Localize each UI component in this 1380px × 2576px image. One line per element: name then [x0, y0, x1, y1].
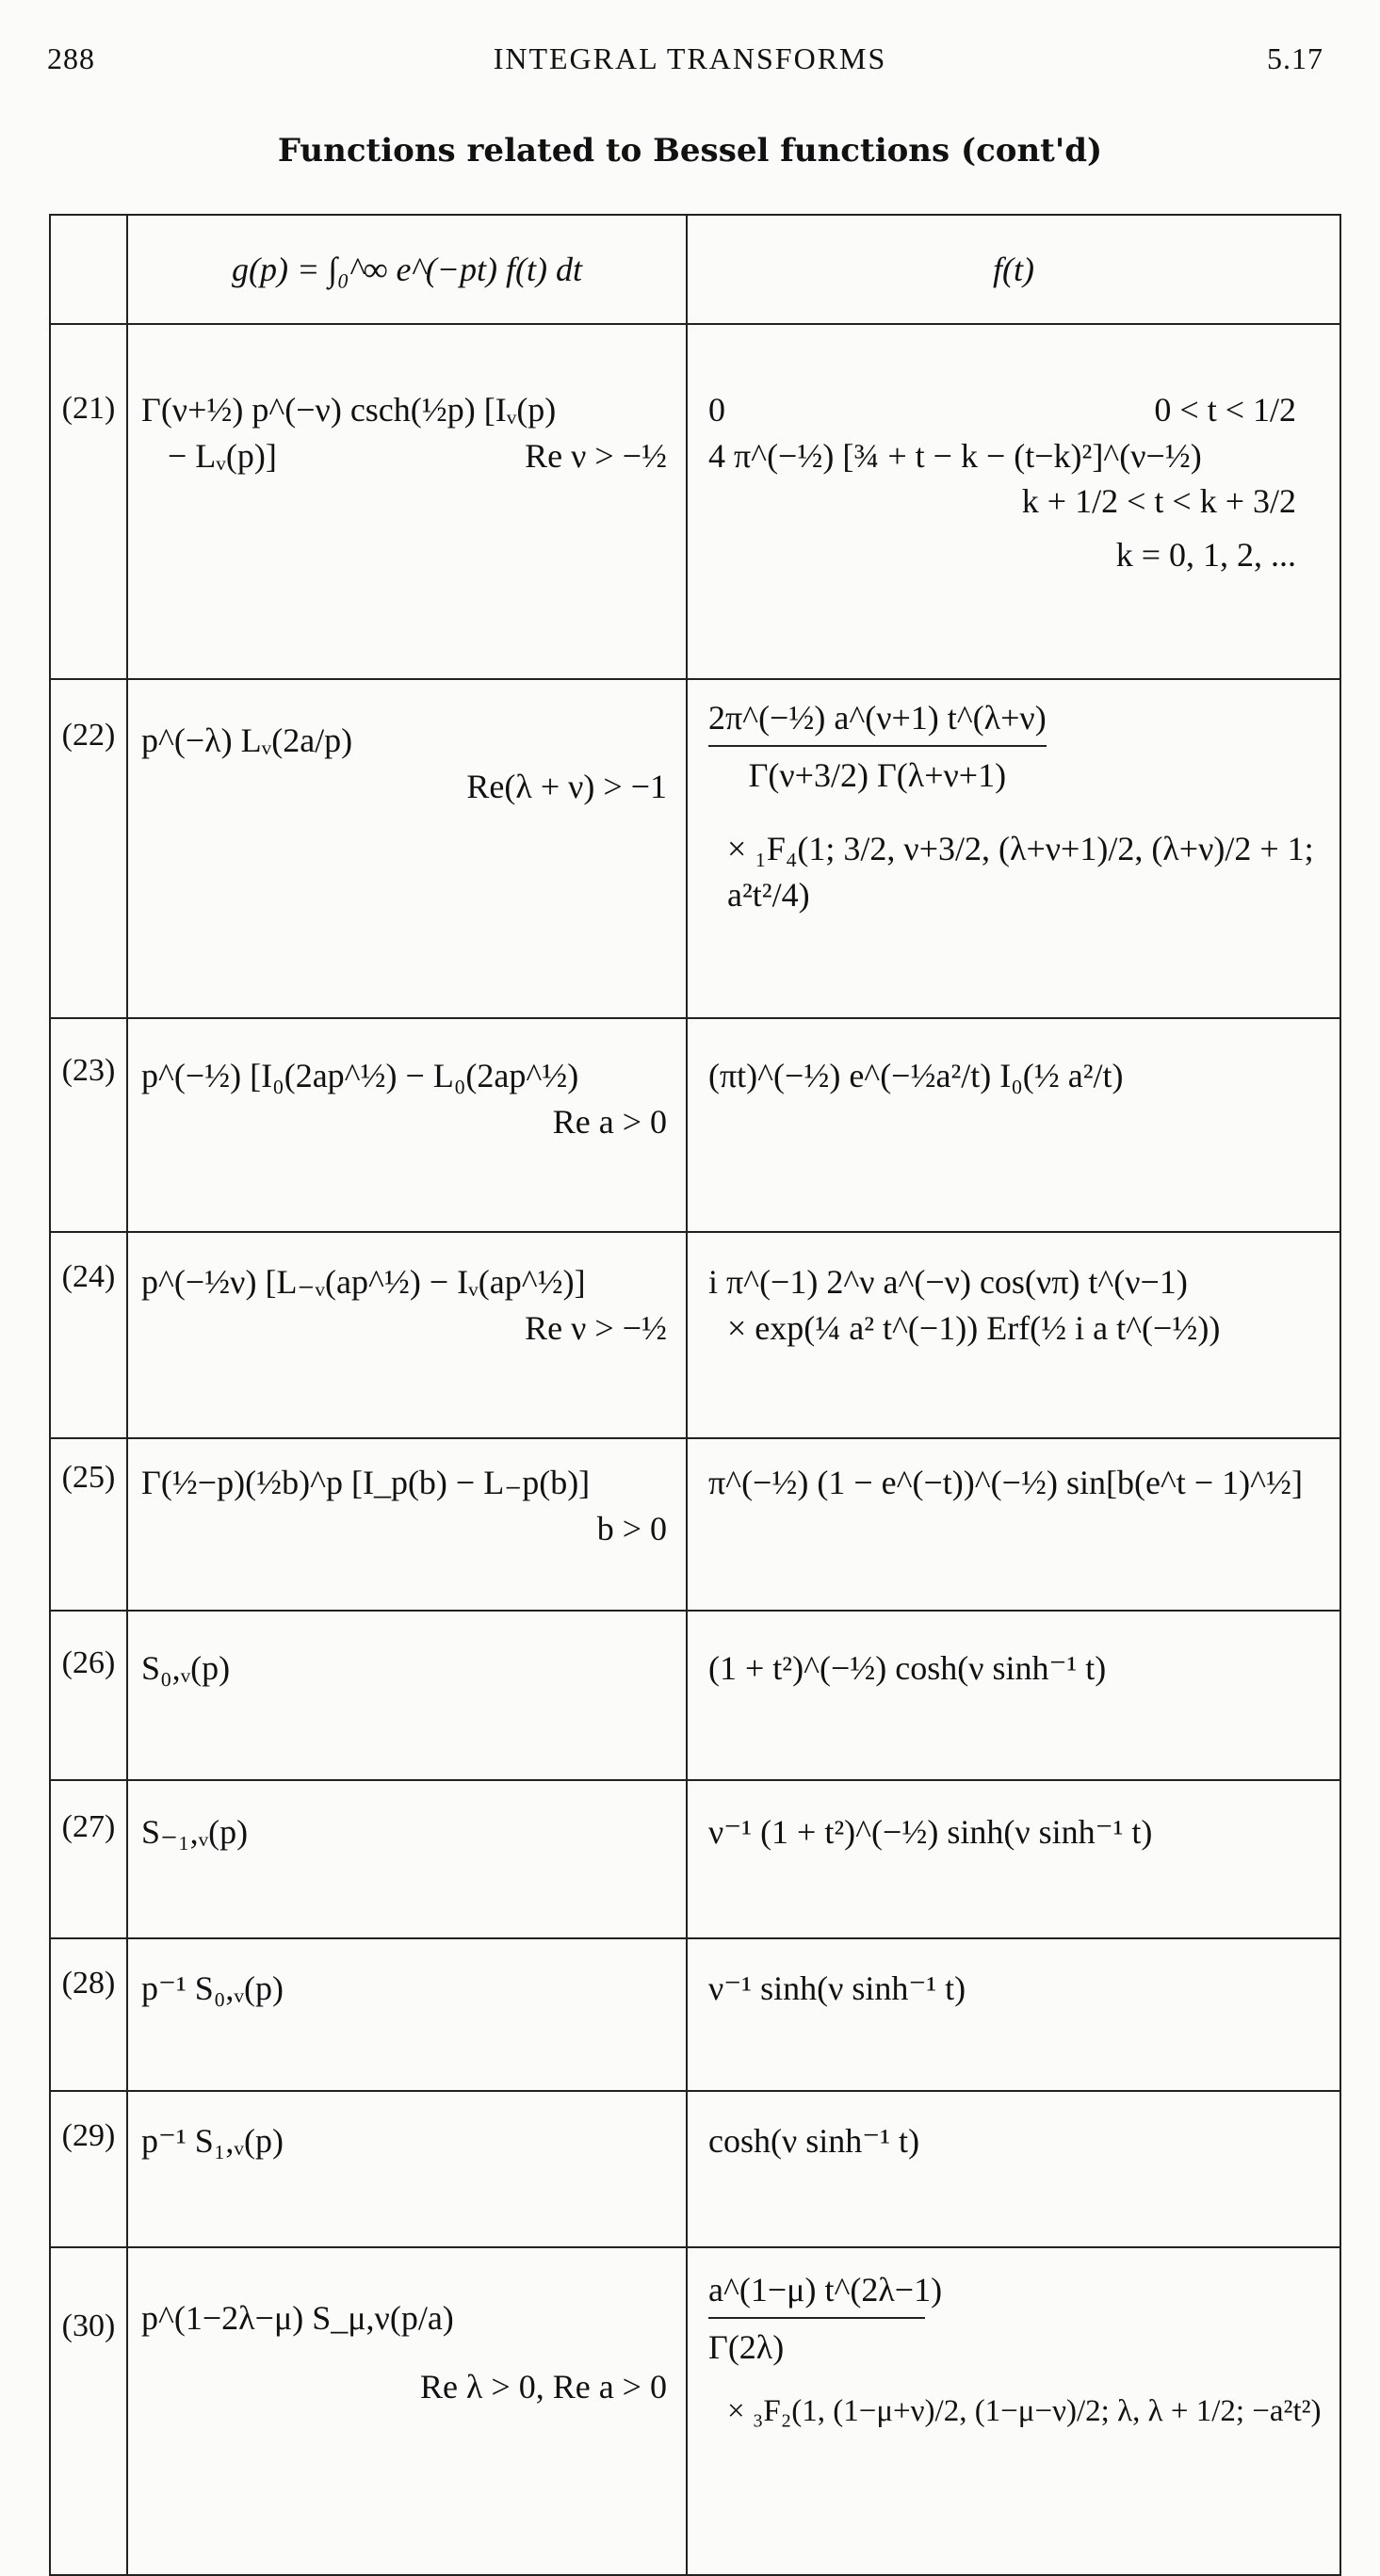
g-condition: Re ν > −½	[525, 437, 667, 476]
g-cell	[127, 1611, 687, 1780]
g-line: p^(−½) [I₀(2ap^½) − L₀(2ap^½)	[141, 1057, 579, 1094]
f-line: i π^(−1) 2^ν a^(−ν) cos(νπ) t^(ν−1)	[708, 1263, 1188, 1301]
f-line: × ₁F₄(1; 3/2, ν+3/2, (λ+ν+1)/2, (λ+ν)/2 + 1; a²t²/4)	[727, 830, 1314, 914]
entry-number: (30)	[50, 2247, 127, 2575]
g-line: − Lᵥ(p)]	[168, 436, 277, 475]
table-row	[50, 2247, 1340, 2575]
transform-table	[49, 214, 1341, 2576]
g-cell	[127, 2091, 687, 2247]
f-range: k = 0, 1, 2, ...	[1115, 535, 1296, 574]
f-cell	[687, 1232, 1340, 1438]
entry-number: (26)	[50, 1611, 127, 1780]
g-condition: Re a > 0	[552, 1102, 667, 1141]
f-value: 0	[708, 391, 725, 429]
g-line: p⁻¹ S₀,ᵥ(p)	[141, 1969, 284, 2007]
g-line: Γ(½−p)(½b)^p [I_p(b) − L₋p(b)]	[141, 1464, 591, 1501]
f-line: (1 + t²)^(−½) cosh(ν sinh⁻¹ t)	[708, 1649, 1107, 1687]
g-cell	[127, 324, 687, 679]
f-line: ν⁻¹ (1 + t²)^(−½) sinh(ν sinh⁻¹ t)	[708, 1813, 1153, 1851]
entry-number: (22)	[50, 679, 127, 1018]
g-cell	[127, 1780, 687, 1938]
f-cell	[687, 1938, 1340, 2091]
f-cell	[687, 2091, 1340, 2247]
f-line: × exp(¼ a² t^(−1)) Erf(½ i a t^(−½))	[727, 1308, 1221, 1347]
entry-number: (24)	[50, 1232, 127, 1438]
f-range: k + 1/2 < t < k + 3/2	[1021, 482, 1296, 521]
f-line: (πt)^(−½) e^(−½a²/t) I₀(½ a²/t)	[708, 1057, 1124, 1094]
g-line: p^(−λ) Lᵥ(2a/p)	[141, 721, 353, 759]
running-title: INTEGRAL TRANSFORMS	[493, 41, 887, 75]
g-cell	[127, 2247, 687, 2575]
table-row	[50, 1438, 1340, 1611]
table-row	[50, 324, 1340, 679]
g-line: p^(1−2λ−μ) S_μ,ν(p/a)	[141, 2299, 454, 2337]
f-line: cosh(ν sinh⁻¹ t)	[708, 2122, 920, 2160]
entry-number: (29)	[50, 2091, 127, 2247]
f-numerator: 2π^(−½) a^(ν+1) t^(λ+ν)	[708, 699, 1047, 737]
f-fraction	[708, 2267, 942, 2370]
f-cell	[687, 1780, 1340, 1938]
entry-number: (28)	[50, 1938, 127, 2091]
f-line: × ₃F₂(1, (1−μ+ν)/2, (1−μ−ν)/2; λ, λ + 1/2; −a²t²)	[727, 2394, 1322, 2429]
table-header-row	[50, 215, 1340, 324]
f-denominator: Γ(ν+3/2) Γ(λ+ν+1)	[748, 755, 1007, 794]
f-cell	[687, 679, 1340, 1018]
entry-number: (27)	[50, 1780, 127, 1938]
f-line: π^(−½) (1 − e^(−t))^(−½) sin[b(e^t − 1)^½]	[708, 1464, 1303, 1501]
f-cell	[687, 2247, 1340, 2575]
table-row	[50, 1780, 1340, 1938]
g-cell	[127, 679, 687, 1018]
g-line: p⁻¹ S₁,ᵥ(p)	[141, 2122, 284, 2160]
table-row	[50, 1018, 1340, 1232]
entry-number: (25)	[50, 1438, 127, 1611]
f-line-piece	[708, 387, 1324, 433]
g-condition: Re λ > 0, Re a > 0	[419, 2367, 667, 2406]
g-cell	[127, 1018, 687, 1232]
f-line: 4 π^(−½) [¾ + t − k − (t−k)²]^(ν−½)	[708, 436, 1202, 475]
g-cell	[127, 1232, 687, 1438]
table-row	[50, 2091, 1340, 2247]
f-line: ν⁻¹ sinh(ν sinh⁻¹ t)	[708, 1969, 966, 2007]
g-line: Γ(ν+½) p^(−ν) csch(½p) [Iᵥ(p)	[141, 391, 557, 429]
f-numerator: a^(1−μ) t^(2λ−1)	[708, 2271, 943, 2309]
header-index	[50, 215, 127, 324]
header-f: f(t)	[687, 215, 1340, 324]
table-subtitle: Functions related to Bessel functions (cont'd)	[277, 132, 1103, 170]
f-denominator: Γ(2λ)	[708, 2327, 785, 2366]
g-line: p^(−½ν) [L₋ᵥ(ap^½) − Iᵥ(ap^½)]	[141, 1263, 586, 1301]
g-line: S₋₁,ᵥ(p)	[141, 1813, 249, 1851]
table-row	[50, 1232, 1340, 1438]
f-range: 0 < t < 1/2	[1154, 391, 1296, 429]
entry-number: (23)	[50, 1018, 127, 1232]
f-cell	[687, 1438, 1340, 1611]
fraction-bar	[708, 745, 1047, 747]
header-g: g(p) = ∫₀^∞ e^(−pt) f(t) dt	[127, 215, 687, 324]
g-cell	[127, 1938, 687, 2091]
entry-number: (21)	[50, 324, 127, 679]
f-fraction	[708, 695, 1047, 798]
g-condition: Re ν > −½	[525, 1308, 667, 1347]
table-row	[50, 1611, 1340, 1780]
f-cell	[687, 324, 1340, 679]
g-condition: Re(λ + ν) > −1	[466, 767, 667, 805]
fraction-bar	[708, 2317, 925, 2319]
table-row	[50, 679, 1340, 1018]
f-cell	[687, 1611, 1340, 1780]
page-number: 288	[47, 41, 95, 75]
f-cell	[687, 1018, 1340, 1232]
table-row	[50, 1938, 1340, 2091]
g-cell	[127, 1438, 687, 1611]
g-line: S₀,ᵥ(p)	[141, 1649, 231, 1687]
section-number: 5.17	[1267, 41, 1323, 75]
g-condition: b > 0	[596, 1509, 667, 1547]
